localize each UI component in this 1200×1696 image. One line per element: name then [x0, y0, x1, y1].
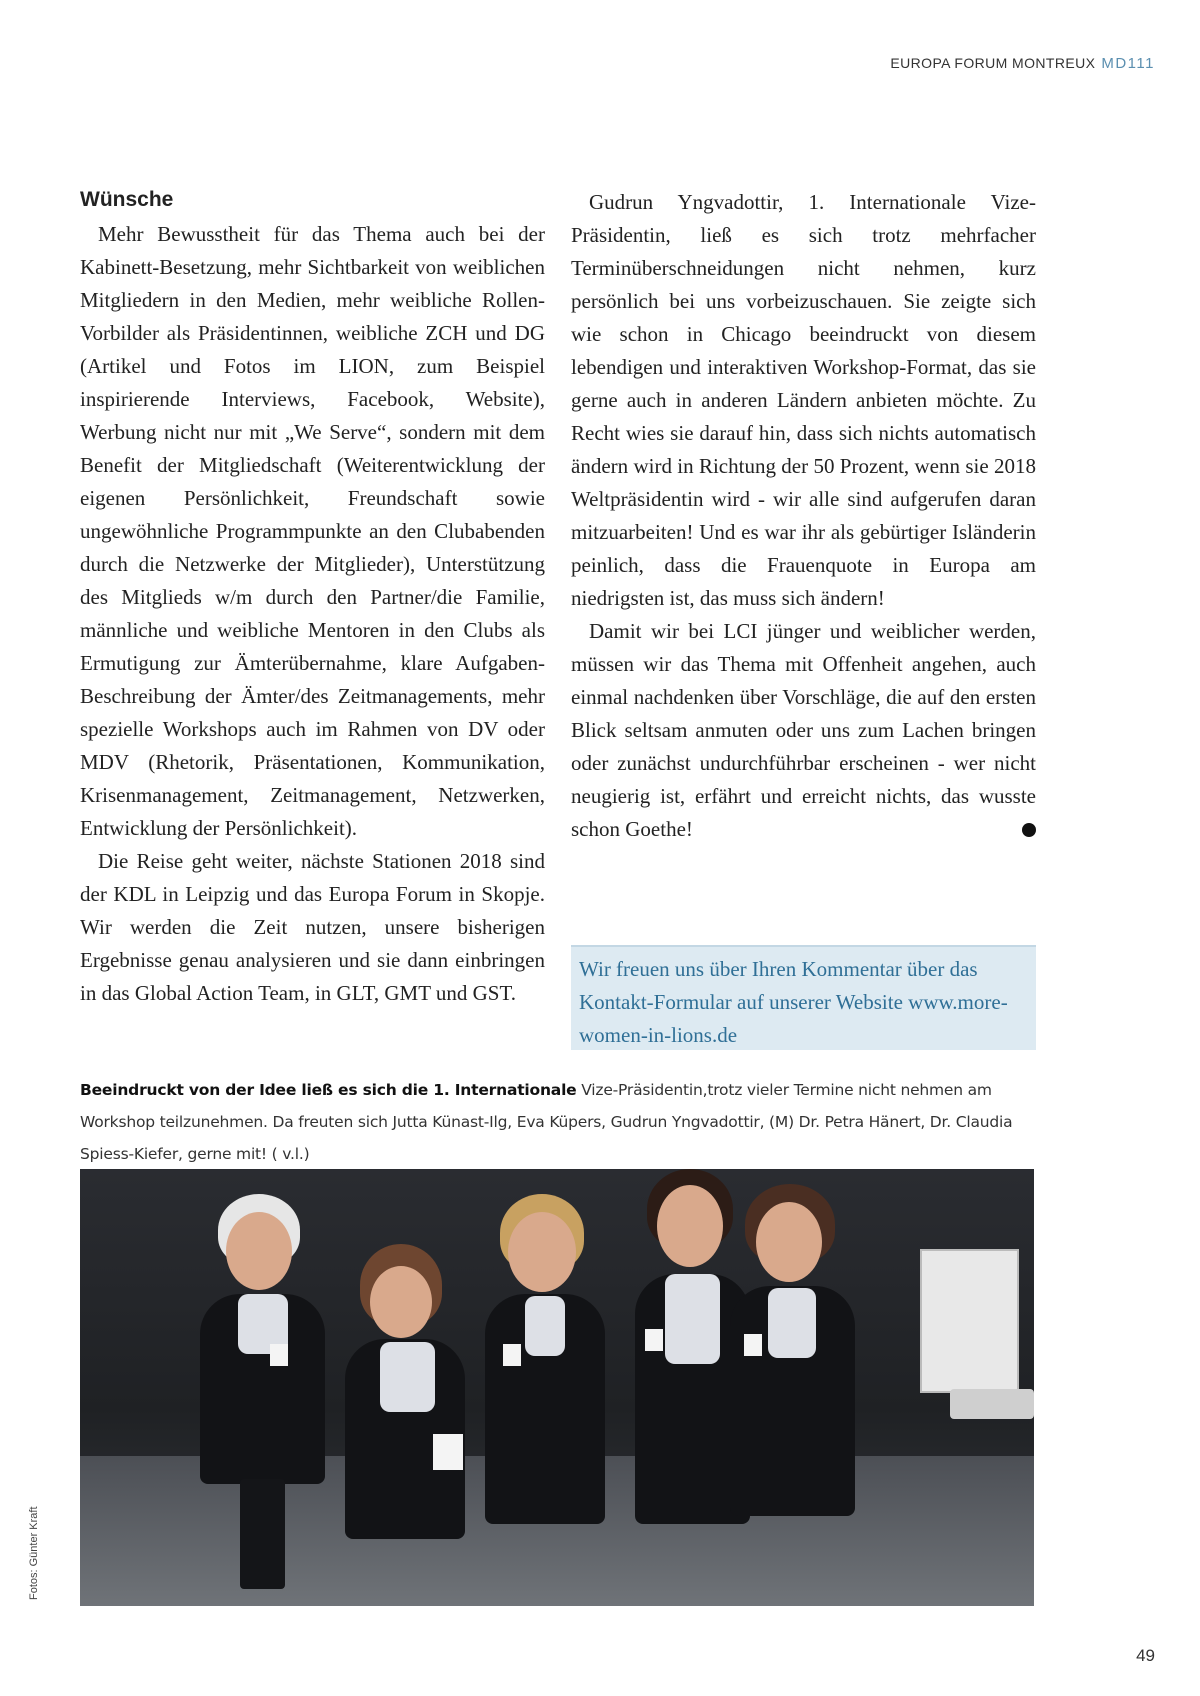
lion-end-mark-icon: L — [1022, 823, 1036, 837]
running-header — [890, 55, 1155, 72]
paragraph — [571, 615, 1047, 846]
photo-table — [950, 1389, 1034, 1419]
photo-flipchart — [920, 1249, 1019, 1393]
comment-callout-text: Wir freuen uns über Ihren Kommentar über das Kontakt-Formular auf unserer Website www.more-women-in-lions.de — [579, 957, 1008, 1047]
paragraph-text: Damit wir bei LCI jünger und weiblicher werden, müssen wir das Thema mit Offenheit angehen, auch einmal nachdenken über Vorschläge, die auf den ersten Blick seltsam anmuten oder uns zum Lachen bringen oder zunächst undurchführbar erscheinen - wer nicht neugierig ist, erfährt und erreicht nichts, das wusste schon Goethe! — [571, 619, 1036, 841]
photo-caption — [80, 1074, 1035, 1170]
paragraph: Gudrun Yngvadottir, 1. Internationale Vize-Präsidentin, ließ es sich trotz mehrfacher Terminüberschneidungen nicht nehmen, kurz persönlich bei uns vorbeizuschauen. Sie zeigte sich wie schon in Chicago beeindruckt von diesem lebendigen und interaktiven Workshop-Format, das sie gerne auch in anderen Ländern anbieten möchte. Zu Recht wies sie darauf hin, dass sich nichts automatisch ändern wird in Richtung der 50 Prozent, wenn sie 2018 Weltpräsidentin wird - wir alle sind aufgerufen daran mitzuarbeiten! Und es war ihr als gebürtiger Isländerin peinlich, dass die Frauenquote in Europa am niedrigsten ist, das muss sich ändern! — [571, 190, 1036, 610]
caption-bold-lead: Beeindruckt von der Idee ließ es sich die 1. Internationale — [80, 1081, 577, 1099]
comment-callout-box — [571, 945, 1036, 1050]
district-code: MD111 — [1101, 55, 1155, 72]
page-number: 49 — [1136, 1646, 1155, 1665]
paragraph: Mehr Bewusstheit für das Thema auch bei der Kabinett-Besetzung, mehr Sichtbarkeit von weiblichen Mitgliedern in den Medien, mehr weibliche Rollen-Vorbilder als Präsidentinnen, weibliche ZCH und DG (Artikel und Fotos im LION, zum Beispiel inspirierende Interviews, Facebook, Website), Werbung nicht nur mit „We Serve“, sondern mit dem Benefit der Mitgliedschaft (Weiterentwicklung der eigenen Persönlichkeit, Freundschaft sowie ungewöhnliche Programmpunkte an den Clubabenden durch die Netzwerke der Mitglieder), Unterstützung des Mitglieds w/m durch den Partner/die Familie, männliche und weibliche Mentoren in den Clubs als Ermutigung zur Ämterübernahme, klare Aufgaben-Beschreibung der Ämter/des Zeitmanagements, mehr spezielle Workshops auch im Rahmen von DV oder MDV (Rhetorik, Präsentationen, Kommunikation, Krisenmanagement, Zeitmanagement, Netzwerken, Entwicklung der Persönlichkeit). — [80, 222, 545, 840]
group-photo — [80, 1169, 1034, 1606]
section-heading: Wünsche — [80, 188, 174, 211]
left-column — [80, 186, 545, 1010]
right-column — [571, 186, 1047, 846]
photo-credit: Fotos: Günter Kraft — [28, 1506, 40, 1600]
caption-text: Vize-Präsidentin,trotz vieler Termine nicht nehmen am Workshop teilzunehmen. Da freuten sich Jutta Künast-Ilg, Eva Küpers, Gudrun Yngvadottir, (M) Dr. Petra Hänert, Dr. Claudia Spiess-Kiefer, gerne mit! ( v.l.) — [80, 1081, 1013, 1163]
paragraph: Die Reise geht weiter, nächste Stationen 2018 sind der KDL in Leipzig und das Europa Forum in Skopje. Wir werden die Zeit nutzen, unsere bisherigen Ergebnisse genau analysieren und sie dann einbringen in das Global Action Team, in GLT, GMT und GST. — [80, 849, 545, 1005]
section-title: EUROPA FORUM MONTREUX — [890, 55, 1096, 71]
